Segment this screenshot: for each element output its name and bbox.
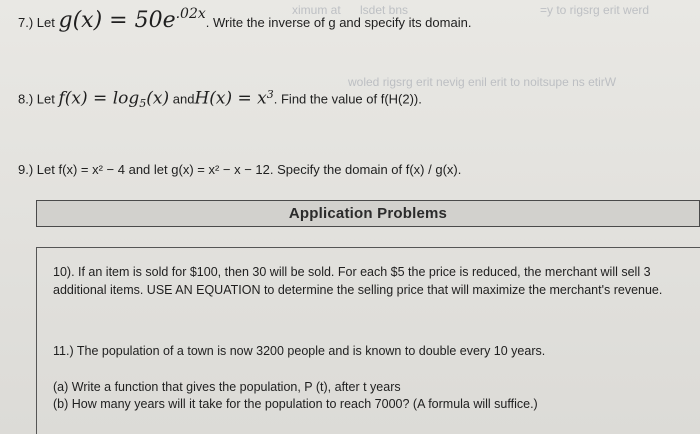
section-banner [36, 200, 700, 227]
application-problems-box [36, 247, 700, 434]
f-function-argument: (x) [146, 88, 170, 109]
problem-instruction: . Write the inverse of g and specify its domain. [205, 15, 472, 30]
h-function-expression: H(x) = x [194, 88, 267, 109]
bleed-through-text: woled rigsrg erit nevig enil erit to noitsupe ns etirW [348, 75, 617, 89]
g-function-exponent: .02x [175, 5, 206, 22]
problem-instruction: . Specify the domain of f(x) / g(x). [269, 162, 462, 177]
section-title: Application Problems [288, 205, 448, 222]
problem-11-part-a: (a) Write a function that gives the population, P (t), after t years [53, 380, 401, 394]
problem-11: 11.) The population of a town is now 3200 people and is known to double every 10 years. [53, 344, 546, 358]
problem-11-part-b: (b) How many years will it take for the population to reach 7000? (A formula will suffice.) [53, 397, 538, 411]
problem-lead: Let [36, 91, 55, 107]
problem-lead: Let [36, 162, 55, 177]
f-function-expression: f(x) = x² − 4 [58, 162, 125, 177]
g-function-expression: g(x) = x² − x − 12 [171, 162, 270, 177]
g-function-expression: g(x) = 50e [58, 8, 176, 33]
h-function-exponent: 3 [266, 88, 274, 101]
bleed-through-text: lsdet bns [360, 3, 409, 17]
problem-8 [18, 88, 422, 110]
f-function-expression: f(x) = log [58, 88, 140, 109]
problem-instruction: . Find the value of f(H(2)). [273, 91, 422, 107]
conjunction-text: and [172, 91, 195, 107]
log-base: 5 [139, 96, 147, 110]
problem-number: 9.) [18, 162, 34, 177]
problem-7 [18, 5, 472, 33]
problem-9 [18, 162, 461, 177]
bleed-through-text: ximum at [292, 3, 341, 17]
problem-10: 10). If an item is sold for $100, then 30 will be sold. For each $5 the price is reduced, the merchant will sell 3 additional items. USE AN EQUATION to determine the selling price that will maximize the merchant's revenue. [53, 265, 663, 297]
problem-number: 7.) [18, 15, 34, 30]
problem-number: 8.) [18, 91, 34, 107]
conjunction-text: and let [128, 162, 168, 177]
bleed-through-text: =y to rigsrg erit werd [540, 3, 650, 17]
problem-lead: Let [36, 15, 55, 30]
